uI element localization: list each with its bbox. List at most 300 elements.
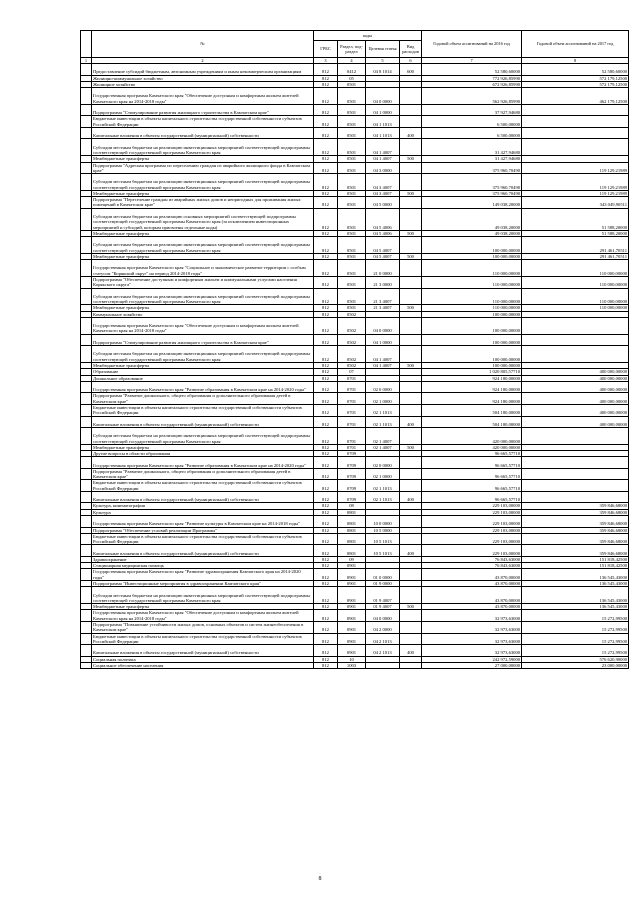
target-article: 02 1 4007 (366, 428, 400, 445)
grbs-code: 812 (314, 162, 338, 174)
row-number-cell (81, 645, 92, 657)
section-code: 0709 (338, 457, 366, 469)
amount-2017 (522, 491, 629, 503)
target-article: 04 5 4007 (366, 253, 400, 259)
amount-2017 (522, 139, 629, 156)
amount-2017: 359 846,68000 (522, 527, 629, 533)
header-number (81, 31, 92, 58)
item-name: Государственная программа Камчатского края "Социальное и экономическое развитие территории с особым статусом "Корякский округ" на период 2014-2018 годы" (92, 260, 314, 277)
target-article: 04 3 4007 (366, 190, 400, 196)
item-name: Межбюджетные трансферты (92, 444, 314, 450)
table-row (81, 260, 629, 277)
amount-2016: 32 973,63000 (422, 621, 522, 633)
grbs-code: 812 (314, 190, 338, 196)
row-number-cell (81, 381, 92, 393)
section-code: 0901 (338, 563, 366, 569)
table-row (81, 516, 629, 528)
item-name: Здравоохранение (92, 556, 314, 562)
grbs-code: 812 (314, 311, 338, 317)
table-row (81, 621, 629, 633)
section-code: 0501 (338, 190, 366, 196)
target-article: 04 1 0000 (366, 104, 400, 116)
amount-2016: 6 500,00000 (422, 127, 522, 139)
expense-type: 500 (400, 230, 422, 236)
amount-2016: 229 103,00000 (422, 516, 522, 528)
item-name: Капитальные вложения в объекты государственной (муниципальной) собственности (92, 416, 314, 428)
section-code: 0501 (338, 156, 366, 162)
amount-2017 (522, 116, 629, 128)
amount-2016: 149 038,20000 (422, 197, 522, 209)
table-row (81, 468, 629, 480)
grbs-code: 812 (314, 75, 338, 81)
table-row (81, 116, 629, 128)
amount-2017: 400 000,00000 (522, 369, 629, 375)
target-article: 04 2 1013 (366, 633, 400, 645)
grbs-code: 812 (314, 428, 338, 445)
grbs-code: 812 (314, 451, 338, 457)
section-code: 08 (338, 503, 366, 509)
column-number: 4 (338, 58, 366, 64)
amount-2016: 375 960,70490 (422, 174, 522, 191)
amount-2016: 375 960,70490 (422, 190, 522, 196)
target-article (366, 662, 400, 668)
expense-type: 400 (400, 127, 422, 139)
row-number-cell (81, 334, 92, 346)
table-row (81, 645, 629, 657)
row-number-cell (81, 162, 92, 174)
amount-2016: 504 180,00000 (422, 404, 522, 416)
column-number: 6 (400, 58, 422, 64)
amount-2017: 400 000,00000 (522, 375, 629, 381)
table-row (81, 428, 629, 445)
section-code: 0502 (338, 317, 366, 334)
table-row (81, 237, 629, 254)
item-name: Подпрограмма "Повышение устойчивости жилых домов, основных объектов и систем жизнеобеспечения в Камчатском крае" (92, 621, 314, 633)
table-row (81, 277, 629, 289)
expense-type (400, 457, 422, 469)
table-row (81, 346, 629, 363)
grbs-code: 812 (314, 88, 338, 105)
expense-type: 500 (400, 604, 422, 610)
grbs-code: 812 (314, 127, 338, 139)
expense-type: 400 (400, 491, 422, 503)
item-name: Бюджетные инвестиции в объекты капитального строительства государственной собственности субъектов Российской Федерации (92, 533, 314, 545)
item-name: Субсидии местным бюджетам на реализацию инвестиционных мероприятий соответствующей подпрограммы соответствующей государственной программы Камчатского края (92, 237, 314, 254)
expense-type: 500 (400, 156, 422, 162)
grbs-code: 812 (314, 503, 338, 509)
target-article: 04 5 4006 (366, 230, 400, 236)
amount-2017: 15 272,99500 (522, 621, 629, 633)
grbs-code: 812 (314, 444, 338, 450)
section-code: 0501 (338, 81, 366, 87)
table-row (81, 174, 629, 191)
section-code: 07 (338, 369, 366, 375)
amount-2017 (522, 104, 629, 116)
table-row (81, 139, 629, 156)
item-name: Государственная программа Камчатского края "Развитие здравоохранения Камчатского края на 2014-2020 годы" (92, 569, 314, 581)
item-name: Подпрограмма "Переселение граждан из аварийных жилых домов и непригодных для проживания жилых помещений в Камчатском крае" (92, 197, 314, 209)
grbs-code: 812 (314, 509, 338, 515)
grbs-code: 812 (314, 662, 338, 668)
grbs-code: 812 (314, 457, 338, 469)
target-article: 04 1 4007 (366, 156, 400, 162)
amount-2017: 136 545,43000 (522, 569, 629, 581)
header-codes: коды (314, 31, 422, 41)
table-row (81, 88, 629, 105)
target-article: 02 0 0000 (366, 381, 400, 393)
item-name: Субсидии местным бюджетам на реализацию инвестиционных мероприятий соответствующей подпрограммы соответствующей государственной программы Камчатского края (92, 587, 314, 604)
target-article: 21 3 4007 (366, 305, 400, 311)
expense-type (400, 346, 422, 363)
item-name: Государственная программа Камчатского края "Обеспечение доступным и комфортным жильем жителей Камчатского края на 2014-2018 годы" (92, 610, 314, 622)
section-code: 0901 (338, 581, 366, 587)
target-article: 04 3 0000 (366, 162, 400, 174)
amount-2017: 136 545,43000 (522, 581, 629, 587)
amount-2017: 15 272,99500 (522, 633, 629, 645)
section-code: 0501 (338, 208, 366, 230)
amount-2016: 27 000,00000 (422, 662, 522, 668)
section-code: 0701 (338, 428, 366, 445)
grbs-code: 812 (314, 404, 338, 416)
row-number-cell (81, 174, 92, 191)
section-code: 0501 (338, 277, 366, 289)
row-number-cell (81, 416, 92, 428)
row-number-cell (81, 260, 92, 277)
row-number-cell (81, 480, 92, 492)
amount-2017 (522, 346, 629, 363)
table-header (81, 31, 629, 64)
amount-2016: 76 843,63000 (422, 563, 522, 569)
grbs-code: 812 (314, 416, 338, 428)
row-number-cell (81, 127, 92, 139)
amount-2016: 110 000,00000 (422, 277, 522, 289)
expense-type (400, 139, 422, 156)
budget-table (80, 30, 629, 669)
grbs-code: 812 (314, 621, 338, 633)
grbs-code: 812 (314, 480, 338, 492)
row-number-cell (81, 116, 92, 128)
item-name: Жилищное хозяйство (92, 81, 314, 87)
amount-2016: 100 000,00000 (422, 317, 522, 334)
grbs-code: 812 (314, 581, 338, 587)
section-code: 0502 (338, 334, 366, 346)
expense-type (400, 533, 422, 545)
amount-2016: 32 973,63000 (422, 610, 522, 622)
item-name: Подпрограмма "Адресная программа по переселению граждан из аварийного жилищного фонда в Камчатском крае" (92, 162, 314, 174)
amount-2017 (522, 127, 629, 139)
item-name: Бюджетные инвестиции в объекты капитального строительства государственной собственности субъектов Российской Федерации (92, 480, 314, 492)
amount-2016: 52 580,60000 (422, 64, 522, 76)
section-code: 0501 (338, 139, 366, 156)
amount-2017 (522, 428, 629, 445)
section-code: 0801 (338, 533, 366, 545)
expense-type (400, 662, 422, 668)
table-row (81, 162, 629, 174)
amount-2016: 924 180,00000 (422, 381, 522, 393)
row-number-cell (81, 317, 92, 334)
amount-2016: 49 038,20000 (422, 230, 522, 236)
amount-2017: 15 272,99500 (522, 610, 629, 622)
header-expense-type: Вид расходов (400, 41, 422, 58)
grbs-code: 812 (314, 260, 338, 277)
item-name: Стационарная медицинская помощь (92, 563, 314, 569)
amount-2016: 32 973,63000 (422, 633, 522, 645)
amount-2017: 359 846,68000 (522, 509, 629, 515)
header-section: Раздел, под-раздел (338, 41, 366, 58)
table-row (81, 404, 629, 416)
grbs-code: 812 (314, 81, 338, 87)
amount-2017: 151 818,42500 (522, 563, 629, 569)
section-code: 0501 (338, 260, 366, 277)
table-row (81, 587, 629, 604)
grbs-code: 812 (314, 569, 338, 581)
section-code: 0412 (338, 64, 366, 76)
target-article: 01 0 0000 (366, 569, 400, 581)
column-number: 8 (522, 58, 629, 64)
row-number-cell (81, 533, 92, 545)
amount-2017: 119 129,21989 (522, 174, 629, 191)
header-grbs: ГРБС (314, 41, 338, 58)
target-article: 04 3 4007 (366, 174, 400, 191)
row-number-cell (81, 587, 92, 604)
target-article: 04 1 0000 (366, 334, 400, 346)
row-number-cell (81, 545, 92, 557)
amount-2017: 359 846,68000 (522, 533, 629, 545)
amount-2017: 51 588,20000 (522, 230, 629, 236)
amount-2016: 43 870,00000 (422, 581, 522, 587)
table-row (81, 491, 629, 503)
item-name: Культура, кинематография (92, 503, 314, 509)
target-article: 01 9 4007 (366, 604, 400, 610)
table-row (81, 127, 629, 139)
expense-type: 400 (400, 416, 422, 428)
target-article: 01 9 4007 (366, 587, 400, 604)
section-code: 0501 (338, 237, 366, 254)
grbs-code: 812 (314, 545, 338, 557)
amount-2016: 229 103,00000 (422, 527, 522, 533)
section-code: 0709 (338, 451, 366, 457)
item-name: Государственная программа Камчатского края "Развитие образования в Камчатском крае на 2014-2020 годы" (92, 381, 314, 393)
expense-type (400, 174, 422, 191)
target-article: 02 1 1013 (366, 416, 400, 428)
item-name: Образование (92, 369, 314, 375)
grbs-code: 812 (314, 563, 338, 569)
grbs-code: 812 (314, 381, 338, 393)
grbs-code: 812 (314, 527, 338, 533)
expense-type (400, 621, 422, 633)
section-code: 0501 (338, 116, 366, 128)
grbs-code: 812 (314, 516, 338, 528)
amount-2017: 572 179,12500 (522, 75, 629, 81)
amount-2017: 119 129,21989 (522, 190, 629, 196)
header-article: Целевая статья (366, 41, 400, 58)
target-article: 04 0 0000 (366, 88, 400, 105)
target-article: 10 5 1013 (366, 533, 400, 545)
item-name: Межбюджетные трансферты (92, 253, 314, 259)
amount-2017 (522, 480, 629, 492)
section-code: 0801 (338, 509, 366, 515)
section-code: 0501 (338, 197, 366, 209)
expense-type (400, 116, 422, 128)
item-name: Капитальные вложения в объекты государственной (муниципальной) собственности (92, 491, 314, 503)
expense-type (400, 516, 422, 528)
row-number-cell (81, 428, 92, 445)
grbs-code: 812 (314, 277, 338, 289)
amount-2016: 420 000,00000 (422, 428, 522, 445)
section-code: 0701 (338, 381, 366, 393)
row-number-cell (81, 457, 92, 469)
grbs-code: 812 (314, 587, 338, 604)
amount-2016: 229 103,00000 (422, 503, 522, 509)
row-number-cell (81, 88, 92, 105)
amount-2016: 100 000,00000 (422, 253, 522, 259)
amount-2017: 119 129,21989 (522, 162, 629, 174)
amount-2017: 359 846,68000 (522, 503, 629, 509)
grbs-code: 812 (314, 645, 338, 657)
expense-type (400, 162, 422, 174)
grbs-code: 812 (314, 533, 338, 545)
amount-2017: 110 000,00000 (522, 305, 629, 311)
amount-2017: 52 580,60000 (522, 64, 629, 76)
amount-2017: 110 000,00000 (522, 260, 629, 277)
grbs-code: 812 (314, 253, 338, 259)
grbs-code: 812 (314, 116, 338, 128)
item-name: Государственная программа Камчатского края "Обеспечение доступным и комфортным жильем жителей Камчатского края на 2014-2018 годы" (92, 317, 314, 334)
amount-2016: 1 020 805,57710 (422, 369, 522, 375)
section-code: 0701 (338, 416, 366, 428)
expense-type (400, 88, 422, 105)
amount-2017: 400 000,00000 (522, 416, 629, 428)
column-number: 2 (92, 58, 314, 64)
amount-2016: 504 180,00000 (422, 416, 522, 428)
target-article: 04 1 4007 (366, 139, 400, 156)
amount-2016: 110 000,00000 (422, 288, 522, 305)
amount-2016: 100 000,00000 (422, 311, 522, 317)
section-code: 0801 (338, 516, 366, 528)
section-code: 0701 (338, 444, 366, 450)
target-article: 02 0 0000 (366, 457, 400, 469)
amount-2017: 359 846,68000 (522, 516, 629, 528)
item-name: Жилищно-коммунальное хозяйство (92, 75, 314, 81)
amount-2016: 96 665,57710 (422, 451, 522, 457)
grbs-code: 812 (314, 610, 338, 622)
row-number-cell (81, 237, 92, 254)
row-number-cell (81, 64, 92, 76)
row-number-cell (81, 277, 92, 289)
target-article: 04 5 4007 (366, 237, 400, 254)
section-code: 0709 (338, 468, 366, 480)
item-name: Субсидии местным бюджетам на реализацию инвестиционных мероприятий соответствующей подпрограммы соответствующей государственной программы Камчатского края (92, 428, 314, 445)
section-code: 0701 (338, 375, 366, 381)
item-name: Дошкольное образование (92, 375, 314, 381)
expense-type (400, 334, 422, 346)
item-name: Подпрограмма "Развитие дошкольного, общего образования и дополнительного образования детей в Камчатском крае" (92, 393, 314, 405)
column-number: 5 (366, 58, 400, 64)
item-name: Государственная программа Камчатского края "Обеспечение доступным и комфортным жильем жителей Камчатского края на 2014-2018 годы" (92, 88, 314, 105)
item-name: Государственная программа Камчатского края "Развитие образования в Камчатском крае на 2014-2020 годы" (92, 457, 314, 469)
amount-2017: 359 846,68000 (522, 545, 629, 557)
item-name: Бюджетные инвестиции в объекты капитального строительства государственной собственности субъектов Российской Федерации (92, 633, 314, 645)
row-number-cell (81, 610, 92, 622)
target-article: 02 1 0000 (366, 393, 400, 405)
expense-type (400, 208, 422, 230)
grbs-code: 812 (314, 288, 338, 305)
grbs-code: 812 (314, 363, 338, 369)
amount-2016: 110 000,00000 (422, 305, 522, 311)
amount-2017: 23 000,00000 (522, 662, 629, 668)
item-name: Предоставление субсидий бюджетным, автономным учреждениям и иным некоммерческим организациям (92, 64, 314, 76)
row-number-cell (81, 208, 92, 230)
section-code: 0501 (338, 305, 366, 311)
item-name: Подпрограмма "Стимулирование развития жилищного строительства в Камчатском крае" (92, 334, 314, 346)
amount-2017: 572 179,12500 (522, 81, 629, 87)
expense-type (400, 237, 422, 254)
grbs-code: 812 (314, 491, 338, 503)
target-article: 10 0 0000 (366, 516, 400, 528)
section-code: 0901 (338, 610, 366, 622)
section-code: 0502 (338, 346, 366, 363)
item-name: Бюджетные инвестиции в объекты капитального строительства государственной собственности субъектов Российской Федерации (92, 404, 314, 416)
target-article: 04 5 0000 (366, 197, 400, 209)
amount-2016: 96 665,57710 (422, 468, 522, 480)
section-code: 05 (338, 75, 366, 81)
target-article: 04 8 1014 (366, 64, 400, 76)
table-row (81, 334, 629, 346)
column-number: 7 (422, 58, 522, 64)
target-article: 04 1 4007 (366, 363, 400, 369)
section-code: 0901 (338, 569, 366, 581)
amount-2017: 151 818,42500 (522, 556, 629, 562)
grbs-code: 812 (314, 317, 338, 334)
expense-type (400, 428, 422, 445)
grbs-code: 812 (314, 174, 338, 191)
row-number-cell (81, 404, 92, 416)
target-article: 04 2 0000 (366, 621, 400, 633)
table-row (81, 393, 629, 405)
amount-2016: 96 665,57710 (422, 457, 522, 469)
grbs-code: 812 (314, 305, 338, 311)
item-name: Бюджетные инвестиции в объекты капитального строительства государственной собственности субъектов Российской Федерации (92, 116, 314, 128)
table-row (81, 208, 629, 230)
amount-2016: 76 843,63000 (422, 556, 522, 562)
header-year-2017: Годовой объем ассигнований на 2017 год (522, 31, 629, 58)
grbs-code: 812 (314, 468, 338, 480)
target-article: 21 3 0000 (366, 277, 400, 289)
table-body (81, 64, 629, 669)
amount-2016: 100 000,00000 (422, 237, 522, 254)
table-row (81, 197, 629, 209)
amount-2016: 772 926,85990 (422, 75, 522, 81)
expense-type (400, 569, 422, 581)
target-article: 04 5 4006 (366, 208, 400, 230)
target-article: 04 0 0000 (366, 610, 400, 622)
section-code: 0701 (338, 404, 366, 416)
amount-2016: 43 870,00000 (422, 604, 522, 610)
section-code: 0501 (338, 127, 366, 139)
column-number: 1 (81, 58, 92, 64)
section-code: 0501 (338, 104, 366, 116)
target-article: 02 1 4007 (366, 444, 400, 450)
amount-2017 (522, 334, 629, 346)
section-code: 0501 (338, 288, 366, 305)
item-name: Межбюджетные трансферты (92, 305, 314, 311)
amount-2017: 291 461,70511 (522, 253, 629, 259)
section-code: 0901 (338, 604, 366, 610)
amount-2016: 37 927,94680 (422, 104, 522, 116)
column-number: 3 (314, 58, 338, 64)
amount-2016: 49 038,20000 (422, 208, 522, 230)
amount-2017: 110 000,00000 (522, 277, 629, 289)
